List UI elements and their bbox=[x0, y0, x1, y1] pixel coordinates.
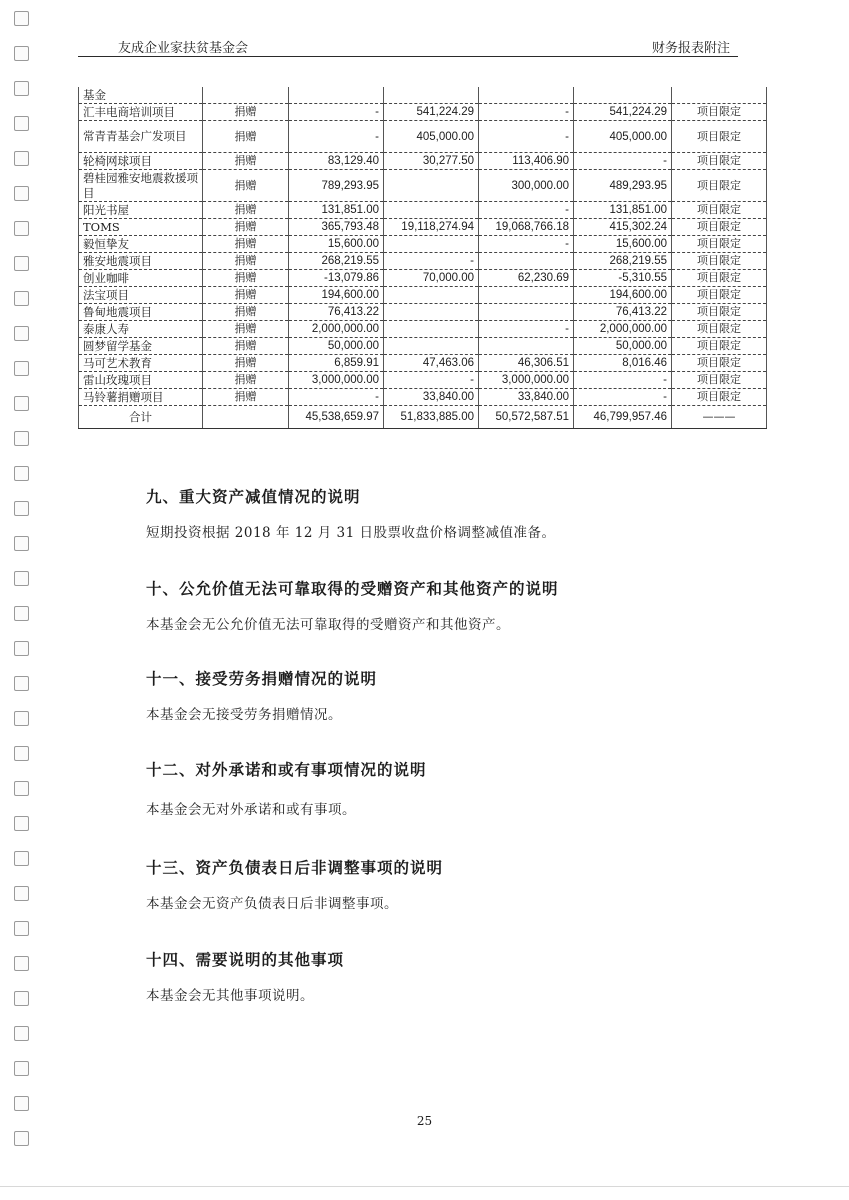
binding-hole bbox=[14, 1096, 29, 1111]
binding-hole bbox=[14, 606, 29, 621]
binding-hole bbox=[14, 711, 29, 726]
opening-balance-cell: 789,293.95 bbox=[289, 170, 384, 202]
table-row bbox=[79, 372, 767, 389]
decrease-cell: - bbox=[479, 121, 574, 153]
binding-hole bbox=[14, 221, 29, 236]
closing-balance-cell: 8,016.46 bbox=[574, 355, 672, 372]
increase-cell bbox=[384, 321, 479, 338]
closing-balance-cell: 131,851.00 bbox=[574, 202, 672, 219]
item-name-cell: 雷山玫瑰项目 bbox=[79, 372, 203, 389]
restriction-cell: 项目限定 bbox=[672, 270, 767, 287]
closing-balance-cell: - bbox=[574, 372, 672, 389]
opening-balance-cell: 3,000,000.00 bbox=[289, 372, 384, 389]
type-cell: 捐赠 bbox=[203, 202, 289, 219]
header-doc-title: 财务报表附注 bbox=[651, 41, 730, 56]
table-row bbox=[79, 304, 767, 321]
section-title: 十一、接受劳务捐赠情况的说明 bbox=[146, 670, 378, 688]
increase-cell: 405,000.00 bbox=[384, 121, 479, 153]
page-number: 25 bbox=[416, 1114, 433, 1128]
increase-cell: - bbox=[384, 253, 479, 270]
closing-balance-cell: 76,413.22 bbox=[574, 304, 672, 321]
binding-hole bbox=[14, 886, 29, 901]
type-cell: 捐赠 bbox=[203, 121, 289, 153]
section-14 bbox=[146, 948, 344, 1004]
restriction-cell: 项目限定 bbox=[672, 219, 767, 236]
decrease-cell bbox=[479, 304, 574, 321]
opening-balance-cell: 268,219.55 bbox=[289, 253, 384, 270]
total-increase-cell: 51,833,885.00 bbox=[384, 406, 479, 429]
opening-balance-cell: 6,859.91 bbox=[289, 355, 384, 372]
section-title: 十三、资产负债表日后非调整事项的说明 bbox=[146, 859, 444, 877]
restriction-cell: 项目限定 bbox=[672, 321, 767, 338]
increase-cell bbox=[384, 287, 479, 304]
item-name-cell: 基金 bbox=[79, 87, 203, 104]
page-bottom-rule bbox=[0, 1186, 849, 1187]
item-name-cell: 碧桂园雅安地震救援项目 bbox=[79, 170, 203, 202]
binding-hole bbox=[14, 291, 29, 306]
decrease-cell: - bbox=[479, 236, 574, 253]
table-row bbox=[79, 321, 767, 338]
table-row bbox=[79, 338, 767, 355]
binding-hole bbox=[14, 571, 29, 586]
table-row bbox=[79, 219, 767, 236]
decrease-cell: - bbox=[479, 104, 574, 121]
section-title: 十二、对外承诺和或有事项情况的说明 bbox=[146, 761, 427, 779]
table-row bbox=[79, 121, 767, 153]
item-name-cell: 雅安地震项目 bbox=[79, 253, 203, 270]
opening-balance-cell: 2,000,000.00 bbox=[289, 321, 384, 338]
decrease-cell: 62,230.69 bbox=[479, 270, 574, 287]
restriction-cell bbox=[672, 87, 767, 104]
closing-balance-cell: 268,219.55 bbox=[574, 253, 672, 270]
type-cell: 捐赠 bbox=[203, 389, 289, 406]
decrease-cell: 46,306.51 bbox=[479, 355, 574, 372]
restriction-cell: 项目限定 bbox=[672, 355, 767, 372]
item-name-cell: 常青青基会广发项目 bbox=[79, 121, 203, 153]
restriction-cell: 项目限定 bbox=[672, 121, 767, 153]
restriction-cell: 项目限定 bbox=[672, 236, 767, 253]
table-row bbox=[79, 87, 767, 104]
total-label-cell: 合计 bbox=[79, 406, 203, 429]
type-cell bbox=[203, 87, 289, 104]
type-cell: 捐赠 bbox=[203, 270, 289, 287]
section-title: 九、重大资产减值情况的说明 bbox=[146, 488, 361, 506]
section-text: 本基金会无对外承诺和或有事项。 bbox=[146, 802, 356, 818]
table-row bbox=[79, 355, 767, 372]
binding-hole bbox=[14, 1061, 29, 1076]
binding-hole bbox=[14, 746, 29, 761]
type-cell: 捐赠 bbox=[203, 321, 289, 338]
binding-hole bbox=[14, 641, 29, 656]
section-11 bbox=[146, 667, 377, 723]
type-cell: 捐赠 bbox=[203, 372, 289, 389]
table-row bbox=[79, 170, 767, 202]
closing-balance-cell: 415,302.24 bbox=[574, 219, 672, 236]
restriction-cell: 项目限定 bbox=[672, 202, 767, 219]
binding-hole bbox=[14, 501, 29, 516]
decrease-cell: - bbox=[479, 202, 574, 219]
binding-holes bbox=[14, 0, 36, 1200]
increase-cell bbox=[384, 202, 479, 219]
item-name-cell: 阳光书屋 bbox=[79, 202, 203, 219]
opening-balance-cell: 131,851.00 bbox=[289, 202, 384, 219]
opening-balance-cell: 365,793.48 bbox=[289, 219, 384, 236]
closing-balance-cell: 405,000.00 bbox=[574, 121, 672, 153]
decrease-cell: 113,406.90 bbox=[479, 153, 574, 170]
item-name-cell: 泰康人寿 bbox=[79, 321, 203, 338]
table-row bbox=[79, 270, 767, 287]
decrease-cell: - bbox=[479, 321, 574, 338]
increase-cell: 33,840.00 bbox=[384, 389, 479, 406]
item-name-cell: 轮椅网球项目 bbox=[79, 153, 203, 170]
binding-hole bbox=[14, 1026, 29, 1041]
section-9 bbox=[146, 485, 555, 541]
section-title: 十、公允价值无法可靠取得的受赠资产和其他资产的说明 bbox=[146, 580, 559, 598]
closing-balance-cell: 489,293.95 bbox=[574, 170, 672, 202]
increase-cell bbox=[384, 236, 479, 253]
section-12 bbox=[146, 758, 427, 818]
decrease-cell: 19,068,766.18 bbox=[479, 219, 574, 236]
decrease-cell bbox=[479, 253, 574, 270]
increase-cell bbox=[384, 87, 479, 104]
decrease-cell bbox=[479, 287, 574, 304]
restriction-cell: 项目限定 bbox=[672, 104, 767, 121]
table-row bbox=[79, 153, 767, 170]
opening-balance-cell: 15,600.00 bbox=[289, 236, 384, 253]
decrease-cell: 3,000,000.00 bbox=[479, 372, 574, 389]
section-13 bbox=[146, 856, 443, 912]
item-name-cell: 圆梦留学基金 bbox=[79, 338, 203, 355]
binding-hole bbox=[14, 326, 29, 341]
type-cell: 捐赠 bbox=[203, 104, 289, 121]
restriction-cell: 项目限定 bbox=[672, 338, 767, 355]
section-10 bbox=[146, 577, 559, 633]
binding-hole bbox=[14, 46, 29, 61]
opening-balance-cell: 83,129.40 bbox=[289, 153, 384, 170]
binding-hole bbox=[14, 676, 29, 691]
table-row bbox=[79, 236, 767, 253]
opening-balance-cell: - bbox=[289, 389, 384, 406]
table-row bbox=[79, 104, 767, 121]
binding-hole bbox=[14, 81, 29, 96]
restriction-cell: 项目限定 bbox=[672, 153, 767, 170]
closing-balance-cell: 541,224.29 bbox=[574, 104, 672, 121]
opening-balance-cell: 76,413.22 bbox=[289, 304, 384, 321]
closing-balance-cell: 50,000.00 bbox=[574, 338, 672, 355]
increase-cell: 19,118,274.94 bbox=[384, 219, 479, 236]
binding-hole bbox=[14, 11, 29, 26]
decrease-cell: 300,000.00 bbox=[479, 170, 574, 202]
opening-balance-cell: 50,000.00 bbox=[289, 338, 384, 355]
binding-hole bbox=[14, 361, 29, 376]
restriction-cell: 项目限定 bbox=[672, 253, 767, 270]
section-text: 本基金会无接受劳务捐赠情况。 bbox=[146, 707, 342, 723]
table-row bbox=[79, 389, 767, 406]
item-name-cell: 马铃薯捐赠项目 bbox=[79, 389, 203, 406]
binding-hole bbox=[14, 851, 29, 866]
type-cell: 捐赠 bbox=[203, 219, 289, 236]
increase-cell bbox=[384, 170, 479, 202]
binding-hole bbox=[14, 991, 29, 1006]
closing-balance-cell: 2,000,000.00 bbox=[574, 321, 672, 338]
increase-cell bbox=[384, 338, 479, 355]
binding-hole bbox=[14, 921, 29, 936]
binding-hole bbox=[14, 781, 29, 796]
binding-hole bbox=[14, 431, 29, 446]
item-name-cell: 法宝项目 bbox=[79, 287, 203, 304]
binding-hole bbox=[14, 116, 29, 131]
decrease-cell bbox=[479, 338, 574, 355]
closing-balance-cell: - bbox=[574, 389, 672, 406]
opening-balance-cell: - bbox=[289, 121, 384, 153]
binding-hole bbox=[14, 816, 29, 831]
page-header bbox=[78, 30, 738, 57]
table-row bbox=[79, 287, 767, 304]
opening-balance-cell: 194,600.00 bbox=[289, 287, 384, 304]
decrease-cell: 33,840.00 bbox=[479, 389, 574, 406]
header-org-name: 友成企业家扶贫基金会 bbox=[118, 41, 249, 56]
increase-cell bbox=[384, 304, 479, 321]
item-name-cell: 马可艺术教育 bbox=[79, 355, 203, 372]
table-row bbox=[79, 253, 767, 270]
section-title: 十四、需要说明的其他事项 bbox=[146, 951, 345, 969]
total-closing-cell: 46,799,957.46 bbox=[574, 406, 672, 429]
binding-hole bbox=[14, 956, 29, 971]
increase-cell: 47,463.06 bbox=[384, 355, 479, 372]
type-cell: 捐赠 bbox=[203, 355, 289, 372]
binding-hole bbox=[14, 396, 29, 411]
binding-hole bbox=[14, 186, 29, 201]
binding-hole bbox=[14, 466, 29, 481]
decrease-cell bbox=[479, 87, 574, 104]
closing-balance-cell: -5,310.55 bbox=[574, 270, 672, 287]
total-opening-cell: 45,538,659.97 bbox=[289, 406, 384, 429]
opening-balance-cell: -13,079.86 bbox=[289, 270, 384, 287]
type-cell: 捐赠 bbox=[203, 304, 289, 321]
increase-cell: 70,000.00 bbox=[384, 270, 479, 287]
binding-hole bbox=[14, 536, 29, 551]
opening-balance-cell bbox=[289, 87, 384, 104]
item-name-cell: 毅恒挚友 bbox=[79, 236, 203, 253]
type-cell: 捐赠 bbox=[203, 287, 289, 304]
type-cell: 捐赠 bbox=[203, 236, 289, 253]
closing-balance-cell: 15,600.00 bbox=[574, 236, 672, 253]
total-note-cell: ——— bbox=[672, 406, 767, 429]
increase-cell: 541,224.29 bbox=[384, 104, 479, 121]
section-text: 本基金会无资产负债表日后非调整事项。 bbox=[146, 896, 398, 912]
section-text: 本基金会无公允价值无法可靠取得的受赠资产和其他资产。 bbox=[146, 617, 510, 633]
item-name-cell: 创业咖啡 bbox=[79, 270, 203, 287]
binding-hole bbox=[14, 256, 29, 271]
closing-balance-cell: - bbox=[574, 153, 672, 170]
type-cell: 捐赠 bbox=[203, 253, 289, 270]
item-name-cell: TOMS bbox=[79, 219, 203, 236]
type-cell: 捐赠 bbox=[203, 338, 289, 355]
restriction-cell: 项目限定 bbox=[672, 389, 767, 406]
empty-cell bbox=[203, 406, 289, 429]
table-row bbox=[79, 202, 767, 219]
total-decrease-cell: 50,572,587.51 bbox=[479, 406, 574, 429]
section-text: 本基金会无其他事项说明。 bbox=[146, 988, 314, 1004]
restriction-cell: 项目限定 bbox=[672, 287, 767, 304]
restriction-cell: 项目限定 bbox=[672, 304, 767, 321]
opening-balance-cell: - bbox=[289, 104, 384, 121]
restriction-cell: 项目限定 bbox=[672, 372, 767, 389]
restriction-cell: 项目限定 bbox=[672, 170, 767, 202]
item-name-cell: 汇丰电商培训项目 bbox=[79, 104, 203, 121]
restricted-funds-table bbox=[78, 87, 767, 429]
section-text: 短期投资根据 2018 年 12 月 31 日股票收盘价格调整减值准备。 bbox=[146, 525, 556, 541]
item-name-cell: 鲁甸地震项目 bbox=[79, 304, 203, 321]
table-total-row bbox=[79, 406, 767, 429]
type-cell: 捐赠 bbox=[203, 153, 289, 170]
type-cell: 捐赠 bbox=[203, 170, 289, 202]
binding-hole bbox=[14, 151, 29, 166]
closing-balance-cell: 194,600.00 bbox=[574, 287, 672, 304]
increase-cell: - bbox=[384, 372, 479, 389]
increase-cell: 30,277.50 bbox=[384, 153, 479, 170]
binding-hole bbox=[14, 1131, 29, 1146]
closing-balance-cell bbox=[574, 87, 672, 104]
